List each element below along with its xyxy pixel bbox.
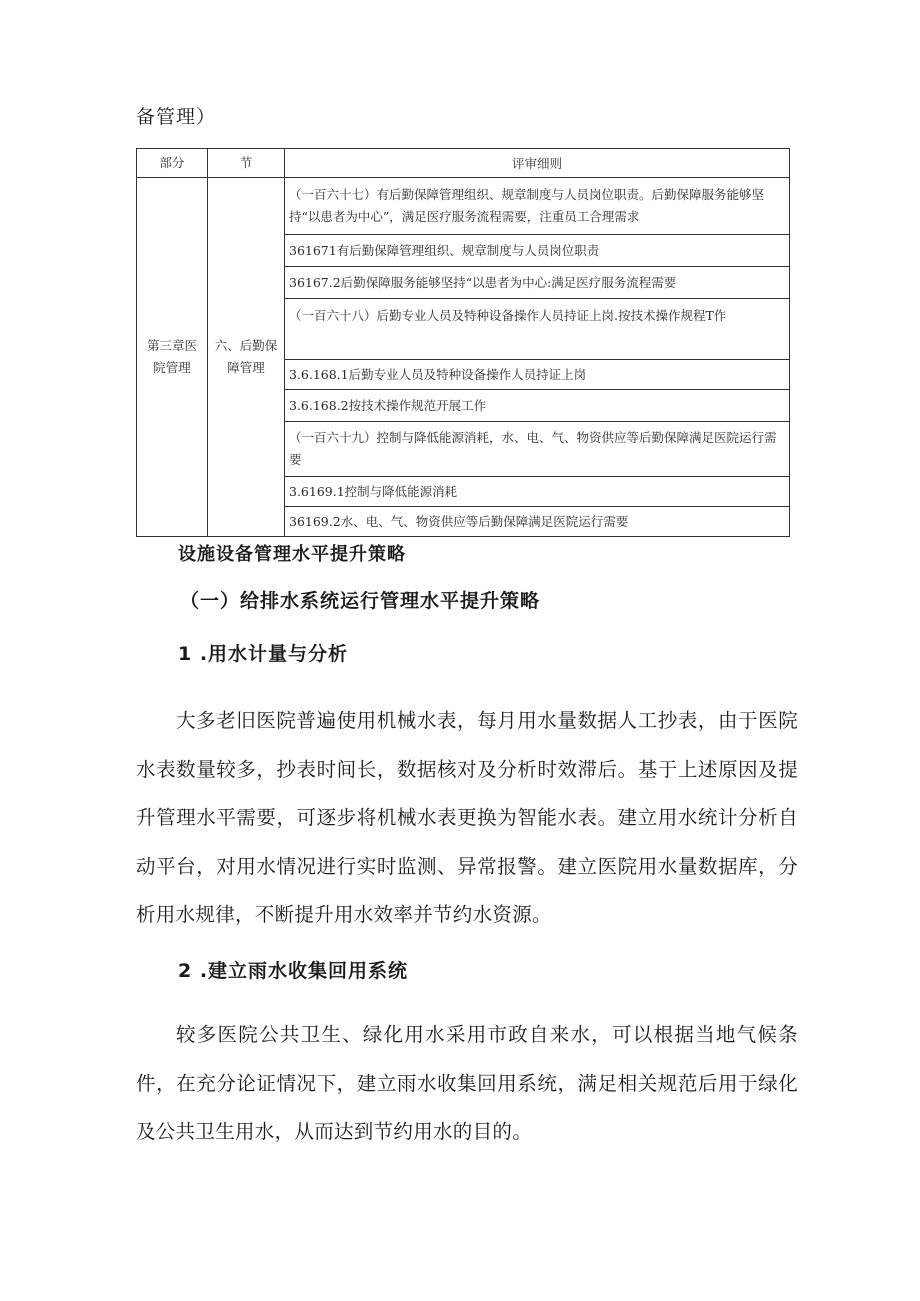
table-header-row <box>137 149 790 178</box>
item1-title: 1 .用水计量与分析 <box>178 643 349 665</box>
header-part: 部分 <box>137 149 208 178</box>
rule-cell: 3.6.168.1后勤专业人员及特种设备操作人员持证上岗 <box>285 360 790 390</box>
rule-cell: 361671有后勤保障管理组织、规章制度与人员岗位职责 <box>285 235 790 267</box>
item2-paragraph: 较多医院公共卫生、绿化用水采用市政自来水，可以根据当地气候条件，在充分论证情况下，建立雨水收集回用系统，满足相关规范后用于绿化及公共卫生用水，从而达到节约用水的目的。 <box>136 1023 798 1143</box>
continued-text-fragment: 备管理） <box>136 106 217 128</box>
rule-cell: 36169.2水、电、气、物资供应等后勤保障满足医院运行需要 <box>285 507 790 537</box>
item1-paragraph: 大多老旧医院普遍使用机械水表，每月用水量数据人工抄表，由于医院水表数量较多，抄表时间长，数据核对及分析时效滞后。基于上述原因及提升管理水平需要，可逐步将机械水表更换为智能水表。建立用水统计分析自动平台，对用水情况进行实时监测、异常报警。建立医院用水量数据库，分析用水规律，不断提升用水效率并节约水资源。 <box>136 709 798 926</box>
rule-cell: （一百六十九）控制与降低能源消耗，水、电、气、物资供应等后勤保障满足医院运行需要 <box>285 422 790 477</box>
subsection-title: （一）给排水系统运行管理水平提升策略 <box>180 590 541 612</box>
section-title: 设施设备管理水平提升策略 <box>178 544 406 565</box>
item2-title: 2 .建立雨水收集回用系统 <box>178 960 409 982</box>
rule-cell: 3.6.168.2按技术操作规范开展工作 <box>285 390 790 422</box>
rule-cell: （一百六十七）有后勤保障管理组织、规章制度与人员岗位职责。后勤保障服务能够坚持“以患者为中心”，满足医疗服务流程需要，注重员工合理需求 <box>285 178 790 235</box>
header-rules: 评审细则 <box>285 149 790 178</box>
section-cell: 六、后勤保障管理 <box>208 178 285 537</box>
header-section: 节 <box>208 149 285 178</box>
rule-cell: （一百六十八）后勤专业人员及特种设备操作人员持证上岗.按技术操作规程T作 <box>285 299 790 360</box>
rule-cell: 36167.2后勤保障服务能够坚持“以患者为中心:满足医疗服务流程需要 <box>285 267 790 299</box>
rule-cell: 3.6169.1控制与降低能源消耗 <box>285 477 790 507</box>
review-criteria-table <box>136 148 790 537</box>
part-cell: 第三章医院管理 <box>137 178 208 537</box>
table-row <box>137 178 790 235</box>
